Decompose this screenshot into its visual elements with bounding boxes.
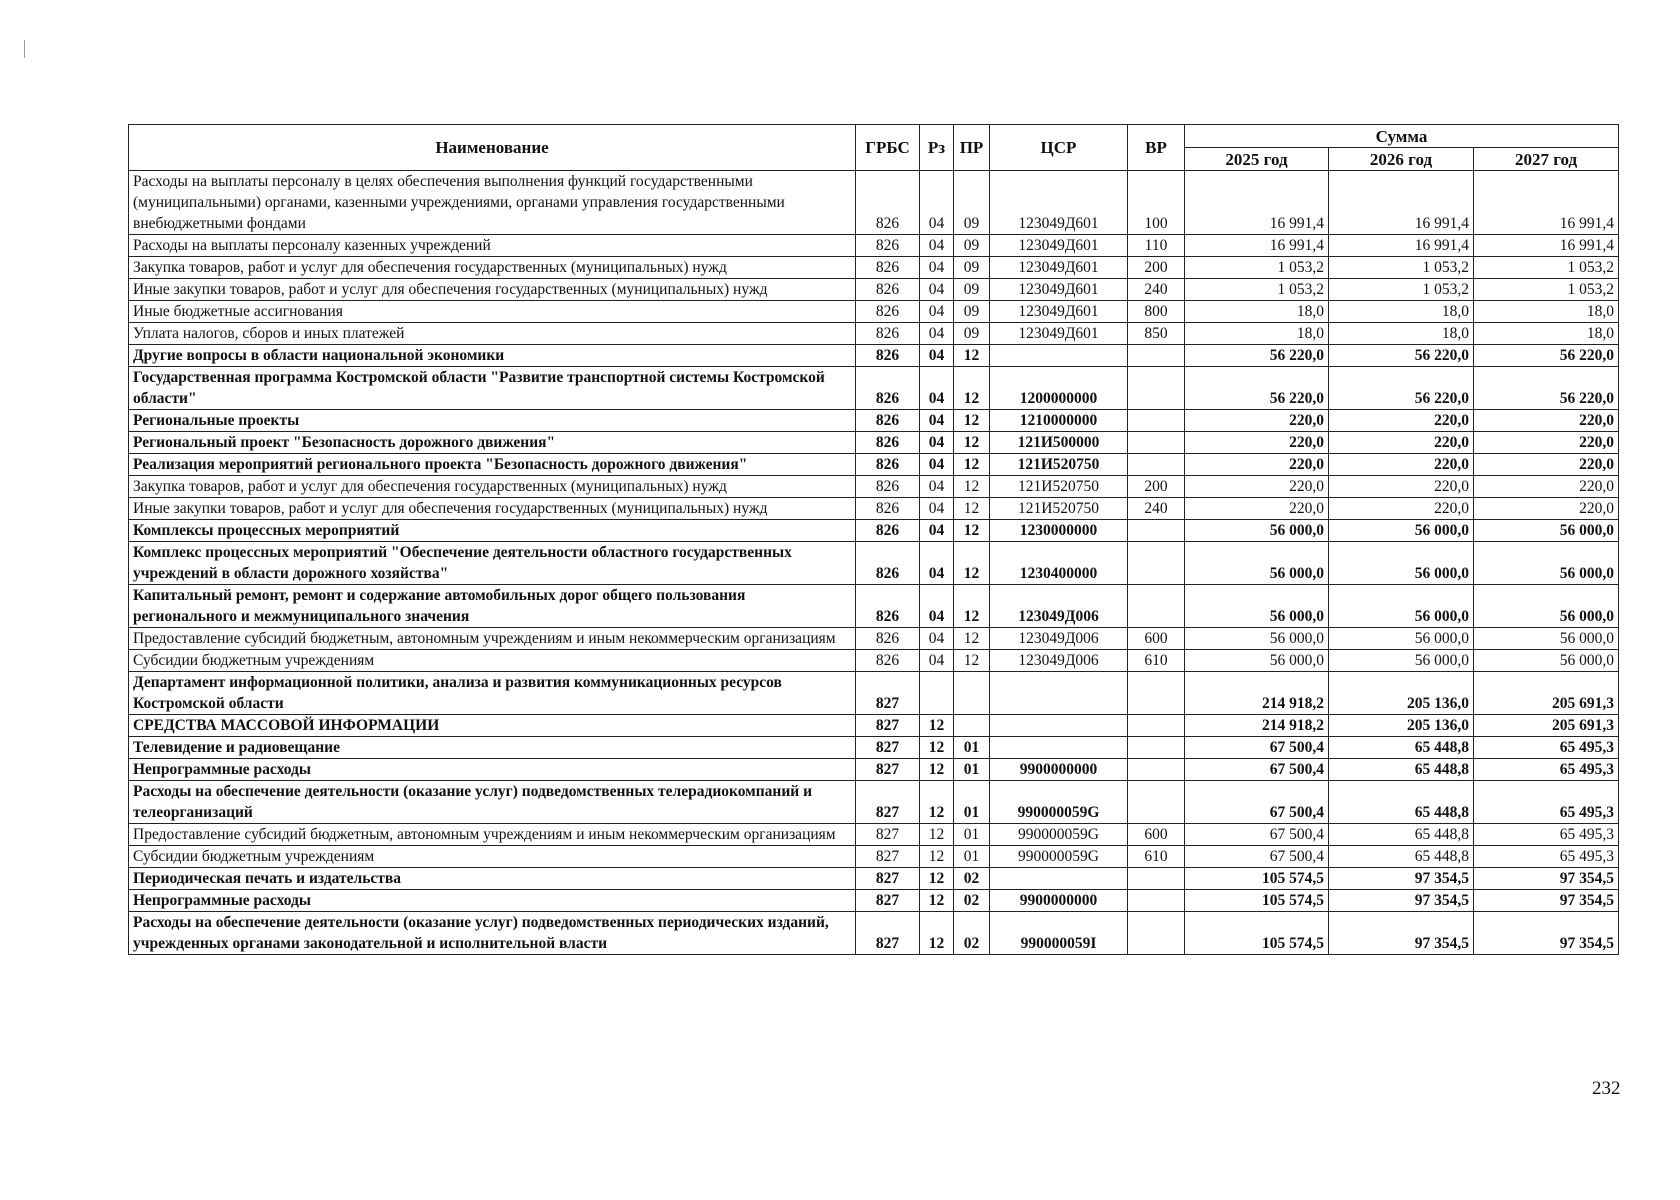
- cell-vr: 800: [1128, 301, 1185, 323]
- cell-grbs: 827: [856, 912, 920, 955]
- cell-csr: 121И520750: [990, 498, 1128, 520]
- cell-rz: [920, 672, 954, 715]
- cell-rz: 04: [920, 542, 954, 585]
- cell-csr: 9900000000: [990, 890, 1128, 912]
- cell-2026: 220,0: [1329, 498, 1474, 520]
- cell-2027: 65 495,3: [1474, 759, 1619, 781]
- cell-csr: 990000059G: [990, 781, 1128, 824]
- cell-pr: 02: [954, 890, 990, 912]
- cell-pr: 01: [954, 824, 990, 846]
- table-row: [129, 737, 1619, 759]
- cell-vr: 100: [1128, 171, 1185, 235]
- cell-2027: 16 991,4: [1474, 235, 1619, 257]
- cell-vr: [1128, 781, 1185, 824]
- cell-vr: [1128, 410, 1185, 432]
- cell-csr: [990, 868, 1128, 890]
- cell-2025: 105 574,5: [1185, 912, 1329, 955]
- cell-name: Государственная программа Костромской области "Развитие транспортной системы Костромской области": [129, 367, 856, 410]
- cell-pr: 12: [954, 454, 990, 476]
- table-row: [129, 454, 1619, 476]
- cell-2025: 56 220,0: [1185, 345, 1329, 367]
- cell-grbs: 827: [856, 890, 920, 912]
- cell-vr: [1128, 454, 1185, 476]
- cell-csr: 123049Д006: [990, 650, 1128, 672]
- cell-pr: 12: [954, 498, 990, 520]
- cell-2027: 65 495,3: [1474, 737, 1619, 759]
- table-row: [129, 824, 1619, 846]
- cell-2025: 56 000,0: [1185, 520, 1329, 542]
- header-year-2027: 2027 год: [1474, 148, 1619, 171]
- cell-2027: 18,0: [1474, 323, 1619, 345]
- cell-vr: [1128, 868, 1185, 890]
- cell-name: Региональные проекты: [129, 410, 856, 432]
- cell-2027: 56 000,0: [1474, 628, 1619, 650]
- cell-pr: 09: [954, 301, 990, 323]
- cell-grbs: 826: [856, 628, 920, 650]
- cell-name: Субсидии бюджетным учреждениям: [129, 650, 856, 672]
- cell-name: СРЕДСТВА МАССОВОЙ ИНФОРМАЦИИ: [129, 715, 856, 737]
- table-row: [129, 498, 1619, 520]
- table-header: [129, 125, 1619, 171]
- cell-2027: 56 000,0: [1474, 650, 1619, 672]
- cell-csr: 123049Д601: [990, 279, 1128, 301]
- cell-2025: 56 000,0: [1185, 542, 1329, 585]
- cell-2026: 65 448,8: [1329, 846, 1474, 868]
- table-row: [129, 715, 1619, 737]
- cell-vr: [1128, 585, 1185, 628]
- cell-csr: 123049Д006: [990, 585, 1128, 628]
- cell-csr: 1230000000: [990, 520, 1128, 542]
- header-row-top: [129, 125, 1619, 148]
- cell-2026: 65 448,8: [1329, 737, 1474, 759]
- cell-csr: 123049Д006: [990, 628, 1128, 650]
- cell-2025: 67 500,4: [1185, 824, 1329, 846]
- cell-name: Уплата налогов, сборов и иных платежей: [129, 323, 856, 345]
- table-body: [129, 171, 1619, 955]
- table-row: [129, 650, 1619, 672]
- table-row: [129, 301, 1619, 323]
- cell-2027: 97 354,5: [1474, 890, 1619, 912]
- cell-csr: 123049Д601: [990, 235, 1128, 257]
- cell-vr: [1128, 345, 1185, 367]
- cell-name: Иные бюджетные ассигнования: [129, 301, 856, 323]
- cell-csr: 121И520750: [990, 454, 1128, 476]
- cell-2027: 205 691,3: [1474, 672, 1619, 715]
- cell-csr: 990000059I: [990, 912, 1128, 955]
- table-row: [129, 846, 1619, 868]
- header-year-2025: 2025 год: [1185, 148, 1329, 171]
- cell-name: Непрограммные расходы: [129, 890, 856, 912]
- cell-grbs: 826: [856, 235, 920, 257]
- cell-2027: 56 220,0: [1474, 367, 1619, 410]
- cell-rz: 04: [920, 454, 954, 476]
- cell-name: Иные закупки товаров, работ и услуг для обеспечения государственных (муниципальных) нужд: [129, 279, 856, 301]
- cell-csr: 123049Д601: [990, 257, 1128, 279]
- cell-pr: 09: [954, 171, 990, 235]
- cell-2026: 220,0: [1329, 432, 1474, 454]
- cell-2027: 1 053,2: [1474, 279, 1619, 301]
- cell-grbs: 826: [856, 650, 920, 672]
- cell-2027: 65 495,3: [1474, 846, 1619, 868]
- cell-2025: 16 991,4: [1185, 171, 1329, 235]
- cell-name: Предоставление субсидий бюджетным, автономным учреждениям и иным некоммерческим организациям: [129, 824, 856, 846]
- cell-2027: 16 991,4: [1474, 171, 1619, 235]
- cell-name: Региональный проект "Безопасность дорожного движения": [129, 432, 856, 454]
- cell-pr: 12: [954, 585, 990, 628]
- table-row: [129, 432, 1619, 454]
- scan-artifact: [24, 40, 25, 58]
- cell-name: Комплекс процессных мероприятий "Обеспечение деятельности областного государственных учреждений в области дорожного хозяйства": [129, 542, 856, 585]
- cell-2027: 56 000,0: [1474, 520, 1619, 542]
- cell-name: Расходы на выплаты персоналу казенных учреждений: [129, 235, 856, 257]
- cell-pr: 01: [954, 737, 990, 759]
- cell-2025: 214 918,2: [1185, 672, 1329, 715]
- table-row: [129, 279, 1619, 301]
- cell-csr: [990, 737, 1128, 759]
- cell-pr: 02: [954, 912, 990, 955]
- cell-rz: 04: [920, 585, 954, 628]
- cell-rz: 12: [920, 846, 954, 868]
- cell-2026: 220,0: [1329, 454, 1474, 476]
- cell-grbs: 826: [856, 367, 920, 410]
- header-grbs: ГРБС: [856, 125, 920, 171]
- cell-vr: 610: [1128, 846, 1185, 868]
- cell-2025: 56 000,0: [1185, 585, 1329, 628]
- cell-vr: 850: [1128, 323, 1185, 345]
- cell-2026: 220,0: [1329, 410, 1474, 432]
- table-row: [129, 410, 1619, 432]
- cell-grbs: 826: [856, 520, 920, 542]
- cell-rz: 12: [920, 824, 954, 846]
- header-sum: Сумма: [1185, 125, 1619, 148]
- cell-2025: 67 500,4: [1185, 759, 1329, 781]
- cell-name: Другие вопросы в области национальной экономики: [129, 345, 856, 367]
- cell-2025: 220,0: [1185, 454, 1329, 476]
- cell-2025: 67 500,4: [1185, 846, 1329, 868]
- cell-name: Комплексы процессных мероприятий: [129, 520, 856, 542]
- cell-rz: 04: [920, 650, 954, 672]
- cell-pr: [954, 715, 990, 737]
- cell-csr: 990000059G: [990, 824, 1128, 846]
- cell-vr: [1128, 432, 1185, 454]
- cell-name: Закупка товаров, работ и услуг для обеспечения государственных (муниципальных) нужд: [129, 476, 856, 498]
- cell-2027: 56 000,0: [1474, 542, 1619, 585]
- cell-vr: 610: [1128, 650, 1185, 672]
- cell-pr: 12: [954, 345, 990, 367]
- cell-2026: 220,0: [1329, 476, 1474, 498]
- cell-rz: 12: [920, 890, 954, 912]
- cell-vr: 240: [1128, 498, 1185, 520]
- header-name: Наименование: [129, 125, 856, 171]
- cell-name: Телевидение и радиовещание: [129, 737, 856, 759]
- header-year-2026: 2026 год: [1329, 148, 1474, 171]
- cell-pr: 01: [954, 846, 990, 868]
- cell-2026: 56 000,0: [1329, 650, 1474, 672]
- cell-2026: 97 354,5: [1329, 912, 1474, 955]
- cell-vr: 110: [1128, 235, 1185, 257]
- cell-2026: 56 000,0: [1329, 628, 1474, 650]
- cell-2027: 220,0: [1474, 410, 1619, 432]
- cell-name: Иные закупки товаров, работ и услуг для обеспечения государственных (муниципальных) нужд: [129, 498, 856, 520]
- cell-2026: 16 991,4: [1329, 171, 1474, 235]
- cell-csr: 121И500000: [990, 432, 1128, 454]
- table-row: [129, 520, 1619, 542]
- cell-csr: 1230400000: [990, 542, 1128, 585]
- cell-2027: 205 691,3: [1474, 715, 1619, 737]
- cell-2026: 56 000,0: [1329, 585, 1474, 628]
- cell-rz: 04: [920, 279, 954, 301]
- table-row: [129, 781, 1619, 824]
- cell-grbs: 826: [856, 257, 920, 279]
- cell-grbs: 826: [856, 542, 920, 585]
- cell-rz: 04: [920, 323, 954, 345]
- cell-name: Субсидии бюджетным учреждениям: [129, 846, 856, 868]
- cell-rz: 04: [920, 432, 954, 454]
- cell-grbs: 826: [856, 171, 920, 235]
- cell-grbs: 827: [856, 759, 920, 781]
- cell-2026: 56 000,0: [1329, 542, 1474, 585]
- cell-pr: 02: [954, 868, 990, 890]
- cell-name: Периодическая печать и издательства: [129, 868, 856, 890]
- cell-grbs: 827: [856, 868, 920, 890]
- cell-pr: 09: [954, 257, 990, 279]
- cell-vr: [1128, 912, 1185, 955]
- table-row: [129, 912, 1619, 955]
- cell-pr: 12: [954, 628, 990, 650]
- table-row: [129, 542, 1619, 585]
- cell-2025: 1 053,2: [1185, 257, 1329, 279]
- cell-grbs: 826: [856, 323, 920, 345]
- cell-2026: 65 448,8: [1329, 759, 1474, 781]
- budget-table: [128, 124, 1619, 955]
- cell-2027: 56 000,0: [1474, 585, 1619, 628]
- cell-2026: 56 000,0: [1329, 520, 1474, 542]
- cell-rz: 12: [920, 759, 954, 781]
- cell-pr: 09: [954, 323, 990, 345]
- table-row: [129, 628, 1619, 650]
- cell-vr: 600: [1128, 628, 1185, 650]
- cell-csr: 990000059G: [990, 846, 1128, 868]
- cell-2026: 56 220,0: [1329, 345, 1474, 367]
- cell-vr: 200: [1128, 476, 1185, 498]
- cell-name: Департамент информационной политики, анализа и развития коммуникационных ресурсов Костромской области: [129, 672, 856, 715]
- table-row: [129, 235, 1619, 257]
- cell-2025: 67 500,4: [1185, 781, 1329, 824]
- cell-2025: 220,0: [1185, 432, 1329, 454]
- cell-2025: 56 000,0: [1185, 650, 1329, 672]
- cell-2026: 18,0: [1329, 301, 1474, 323]
- page-number: 232: [1592, 1078, 1621, 1099]
- cell-grbs: 826: [856, 410, 920, 432]
- cell-rz: 04: [920, 235, 954, 257]
- cell-csr: 1210000000: [990, 410, 1128, 432]
- cell-2025: 220,0: [1185, 498, 1329, 520]
- cell-pr: 12: [954, 476, 990, 498]
- cell-csr: 123049Д601: [990, 301, 1128, 323]
- table-row: [129, 868, 1619, 890]
- cell-rz: 04: [920, 498, 954, 520]
- cell-pr: 12: [954, 367, 990, 410]
- cell-grbs: 827: [856, 737, 920, 759]
- cell-grbs: 827: [856, 715, 920, 737]
- cell-2027: 1 053,2: [1474, 257, 1619, 279]
- cell-rz: 04: [920, 476, 954, 498]
- cell-2026: 205 136,0: [1329, 715, 1474, 737]
- cell-pr: 09: [954, 235, 990, 257]
- cell-2027: 56 220,0: [1474, 345, 1619, 367]
- cell-rz: 12: [920, 912, 954, 955]
- cell-pr: 01: [954, 759, 990, 781]
- cell-2027: 220,0: [1474, 498, 1619, 520]
- cell-rz: 12: [920, 715, 954, 737]
- cell-grbs: 827: [856, 824, 920, 846]
- cell-2027: 220,0: [1474, 476, 1619, 498]
- table-row: [129, 890, 1619, 912]
- cell-vr: [1128, 759, 1185, 781]
- cell-rz: 12: [920, 781, 954, 824]
- cell-2026: 1 053,2: [1329, 257, 1474, 279]
- table-row: [129, 171, 1619, 235]
- cell-grbs: 826: [856, 476, 920, 498]
- cell-2027: 220,0: [1474, 454, 1619, 476]
- cell-pr: 12: [954, 520, 990, 542]
- header-csr: ЦСР: [990, 125, 1128, 171]
- header-vr: ВР: [1128, 125, 1185, 171]
- cell-rz: 04: [920, 257, 954, 279]
- cell-name: Расходы на обеспечение деятельности (оказание услуг) подведомственных периодических изданий, учрежденных органами законодательной и исполнительной власти: [129, 912, 856, 955]
- cell-vr: [1128, 520, 1185, 542]
- cell-pr: 09: [954, 279, 990, 301]
- cell-grbs: 826: [856, 498, 920, 520]
- cell-2027: 65 495,3: [1474, 824, 1619, 846]
- cell-grbs: 827: [856, 672, 920, 715]
- header-pr: ПР: [954, 125, 990, 171]
- cell-rz: 04: [920, 301, 954, 323]
- cell-2025: 220,0: [1185, 410, 1329, 432]
- cell-csr: 1200000000: [990, 367, 1128, 410]
- cell-csr: 123049Д601: [990, 171, 1128, 235]
- table-row: [129, 672, 1619, 715]
- cell-2025: 1 053,2: [1185, 279, 1329, 301]
- cell-grbs: 826: [856, 432, 920, 454]
- cell-2025: 56 000,0: [1185, 628, 1329, 650]
- cell-2026: 97 354,5: [1329, 868, 1474, 890]
- cell-vr: 200: [1128, 257, 1185, 279]
- cell-name: Расходы на выплаты персоналу в целях обеспечения выполнения функций государственными (муниципальными) органами, казенными учреждениями, органами управления государственными внебюджетными фондами: [129, 171, 856, 235]
- cell-2027: 65 495,3: [1474, 781, 1619, 824]
- cell-rz: 04: [920, 628, 954, 650]
- cell-rz: 12: [920, 868, 954, 890]
- cell-grbs: 826: [856, 454, 920, 476]
- cell-2026: 16 991,4: [1329, 235, 1474, 257]
- cell-name: Закупка товаров, работ и услуг для обеспечения государственных (муниципальных) нужд: [129, 257, 856, 279]
- cell-vr: [1128, 542, 1185, 585]
- cell-grbs: 826: [856, 301, 920, 323]
- cell-vr: 600: [1128, 824, 1185, 846]
- cell-vr: [1128, 737, 1185, 759]
- cell-vr: [1128, 367, 1185, 410]
- cell-grbs: 826: [856, 345, 920, 367]
- cell-2025: 220,0: [1185, 476, 1329, 498]
- cell-2025: 56 220,0: [1185, 367, 1329, 410]
- cell-rz: 04: [920, 410, 954, 432]
- cell-rz: 04: [920, 367, 954, 410]
- table-row: [129, 345, 1619, 367]
- cell-pr: 01: [954, 781, 990, 824]
- cell-csr: 123049Д601: [990, 323, 1128, 345]
- cell-name: Капитальный ремонт, ремонт и содержание автомобильных дорог общего пользования регионального и межмуниципального значения: [129, 585, 856, 628]
- cell-2026: 65 448,8: [1329, 824, 1474, 846]
- cell-grbs: 827: [856, 846, 920, 868]
- table-row: [129, 476, 1619, 498]
- cell-rz: 04: [920, 171, 954, 235]
- cell-rz: 04: [920, 345, 954, 367]
- cell-2025: 105 574,5: [1185, 868, 1329, 890]
- cell-name: Предоставление субсидий бюджетным, автономным учреждениям и иным некоммерческим организациям: [129, 628, 856, 650]
- cell-2026: 97 354,5: [1329, 890, 1474, 912]
- cell-pr: 12: [954, 650, 990, 672]
- cell-grbs: 827: [856, 781, 920, 824]
- cell-2025: 18,0: [1185, 301, 1329, 323]
- cell-vr: [1128, 890, 1185, 912]
- cell-2027: 97 354,5: [1474, 912, 1619, 955]
- cell-2026: 65 448,8: [1329, 781, 1474, 824]
- cell-rz: 12: [920, 737, 954, 759]
- cell-vr: 240: [1128, 279, 1185, 301]
- cell-name: Реализация мероприятий регионального проекта "Безопасность дорожного движения": [129, 454, 856, 476]
- cell-vr: [1128, 672, 1185, 715]
- table-row: [129, 257, 1619, 279]
- cell-2025: 105 574,5: [1185, 890, 1329, 912]
- cell-2025: 16 991,4: [1185, 235, 1329, 257]
- cell-rz: 04: [920, 520, 954, 542]
- cell-2025: 67 500,4: [1185, 737, 1329, 759]
- table-row: [129, 323, 1619, 345]
- cell-2025: 214 918,2: [1185, 715, 1329, 737]
- cell-2027: 220,0: [1474, 432, 1619, 454]
- cell-name: Непрограммные расходы: [129, 759, 856, 781]
- table-row: [129, 759, 1619, 781]
- cell-csr: [990, 715, 1128, 737]
- cell-2026: 56 220,0: [1329, 367, 1474, 410]
- cell-2026: 1 053,2: [1329, 279, 1474, 301]
- table-row: [129, 367, 1619, 410]
- cell-csr: 9900000000: [990, 759, 1128, 781]
- header-rz: Рз: [920, 125, 954, 171]
- cell-csr: [990, 672, 1128, 715]
- cell-vr: [1128, 715, 1185, 737]
- cell-pr: 12: [954, 432, 990, 454]
- cell-2026: 18,0: [1329, 323, 1474, 345]
- cell-2026: 205 136,0: [1329, 672, 1474, 715]
- cell-2025: 18,0: [1185, 323, 1329, 345]
- cell-pr: 12: [954, 410, 990, 432]
- cell-csr: [990, 345, 1128, 367]
- table-row: [129, 585, 1619, 628]
- cell-csr: 121И520750: [990, 476, 1128, 498]
- cell-2027: 18,0: [1474, 301, 1619, 323]
- cell-name: Расходы на обеспечение деятельности (оказание услуг) подведомственных телерадиокомпаний и телеорганизаций: [129, 781, 856, 824]
- cell-grbs: 826: [856, 585, 920, 628]
- cell-pr: 12: [954, 542, 990, 585]
- cell-pr: [954, 672, 990, 715]
- cell-grbs: 826: [856, 279, 920, 301]
- cell-2027: 97 354,5: [1474, 868, 1619, 890]
